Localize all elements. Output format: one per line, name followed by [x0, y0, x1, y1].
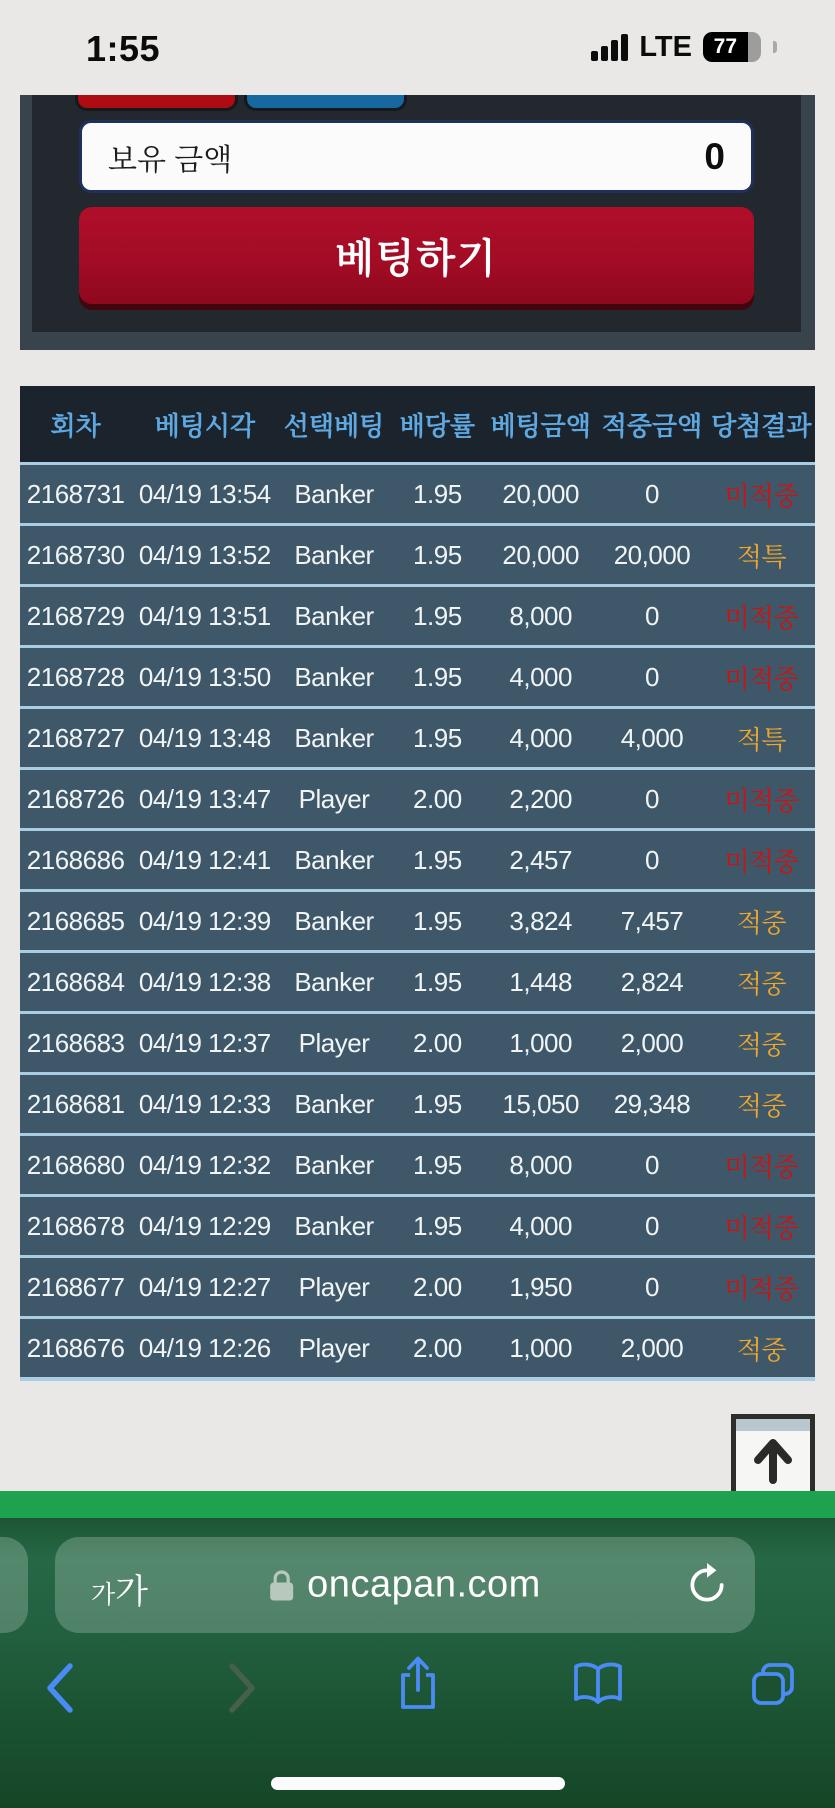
bet-amount-cell: 4,000 [485, 706, 596, 767]
odds-cell: 2.00 [390, 1011, 485, 1072]
share-button[interactable] [395, 1654, 441, 1714]
table-row [20, 462, 815, 523]
win-amount-cell: 0 [596, 767, 707, 828]
odds-cell: 1.95 [390, 462, 485, 523]
table-header-row [20, 386, 815, 462]
reload-button[interactable] [685, 1563, 729, 1607]
result-cell: 적특 [708, 706, 815, 767]
result-cell: 미적중 [708, 645, 815, 706]
result-cell: 적특 [708, 523, 815, 584]
round-cell: 2168677 [20, 1255, 131, 1316]
table-row [20, 523, 815, 584]
url-text: oncapan.com [307, 1563, 541, 1606]
round-cell: 2168728 [20, 645, 131, 706]
place-bet-button[interactable]: 베팅하기 [79, 207, 754, 304]
result-cell: 미적중 [708, 767, 815, 828]
text-size-button[interactable]: 가가 [91, 1573, 149, 1611]
win-amount-cell: 0 [596, 1255, 707, 1316]
bookmarks-button[interactable] [571, 1660, 625, 1708]
win-amount-cell: 0 [596, 1194, 707, 1255]
round-cell: 2168676 [20, 1316, 131, 1377]
result-cell: 미적중 [708, 462, 815, 523]
odds-cell: 2.00 [390, 1255, 485, 1316]
lock-icon [269, 1569, 294, 1601]
table-row [20, 889, 815, 950]
pick-cell: Player [278, 1316, 389, 1377]
table-row [20, 706, 815, 767]
bet-time-cell: 04/19 12:37 [131, 1011, 278, 1072]
result-cell: 미적중 [708, 1194, 815, 1255]
header-pick: 선택베팅 [278, 386, 389, 462]
odds-cell: 1.95 [390, 828, 485, 889]
odds-cell: 1.95 [390, 889, 485, 950]
safari-toolbar [0, 1518, 835, 1808]
odds-cell: 1.95 [390, 950, 485, 1011]
result-cell: 적중 [708, 889, 815, 950]
table-edge-strip [736, 1419, 810, 1431]
network-type-label: LTE [639, 30, 692, 63]
round-cell: 2168731 [20, 462, 131, 523]
bet-amount-cell: 1,950 [485, 1255, 596, 1316]
home-indicator[interactable] [271, 1777, 565, 1790]
forward-button[interactable] [228, 1662, 256, 1714]
player-button-partial[interactable] [244, 95, 407, 111]
table-row [20, 1011, 815, 1072]
pick-cell: Banker [278, 1194, 389, 1255]
clock-time: 1:55 [86, 28, 161, 69]
status-bar [0, 0, 835, 90]
bet-amount-cell: 2,457 [485, 828, 596, 889]
bet-amount-cell: 8,000 [485, 1133, 596, 1194]
status-icons [591, 30, 777, 64]
adjacent-tab-edge[interactable] [0, 1537, 28, 1633]
pick-cell: Banker [278, 828, 389, 889]
url-display [269, 1564, 541, 1607]
header-bet-time: 베팅시각 [131, 386, 278, 462]
bet-time-cell: 04/19 12:33 [131, 1072, 278, 1133]
forward-chevron-icon [228, 1662, 256, 1714]
bet-time-cell: 04/19 12:38 [131, 950, 278, 1011]
table-row [20, 828, 815, 889]
balance-label: 보유 금액 [108, 143, 233, 177]
betting-history-table [20, 386, 815, 1381]
back-chevron-icon [46, 1662, 74, 1714]
back-button[interactable] [46, 1662, 74, 1714]
odds-cell: 1.95 [390, 1194, 485, 1255]
bet-time-cell: 04/19 13:48 [131, 706, 278, 767]
round-cell: 2168727 [20, 706, 131, 767]
bet-time-cell: 04/19 13:50 [131, 645, 278, 706]
odds-cell: 1.95 [390, 1072, 485, 1133]
win-amount-cell: 0 [596, 645, 707, 706]
pick-cell: Banker [278, 706, 389, 767]
pick-cell: Banker [278, 950, 389, 1011]
odds-cell: 1.95 [390, 706, 485, 767]
result-cell: 적중 [708, 1011, 815, 1072]
table-row [20, 1072, 815, 1133]
result-cell: 적중 [708, 1316, 815, 1377]
battery-percent: 77 [713, 35, 737, 58]
round-cell: 2168678 [20, 1194, 131, 1255]
win-amount-cell: 4,000 [596, 706, 707, 767]
round-cell: 2168681 [20, 1072, 131, 1133]
odds-cell: 1.95 [390, 645, 485, 706]
bet-amount-cell: 1,000 [485, 1011, 596, 1072]
bet-amount-cell: 1,448 [485, 950, 596, 1011]
bet-time-cell: 04/19 12:29 [131, 1194, 278, 1255]
odds-cell: 2.00 [390, 767, 485, 828]
banker-button-partial[interactable] [75, 95, 238, 111]
table-row [20, 1255, 815, 1316]
reload-icon [685, 1563, 729, 1607]
bet-time-cell: 04/19 12:27 [131, 1255, 278, 1316]
odds-cell: 1.95 [390, 584, 485, 645]
battery-icon [703, 32, 761, 62]
open-book-icon [571, 1660, 625, 1708]
table-row [20, 1133, 815, 1194]
share-icon [395, 1654, 441, 1714]
table-row [20, 584, 815, 645]
bet-panel [20, 95, 815, 350]
header-odds: 배당률 [390, 386, 485, 462]
bet-time-cell: 04/19 12:39 [131, 889, 278, 950]
header-result: 당첨결과 [708, 386, 815, 462]
table-row [20, 950, 815, 1011]
result-cell: 적중 [708, 1072, 815, 1133]
pick-cell: Banker [278, 584, 389, 645]
bet-amount-cell: 4,000 [485, 645, 596, 706]
bet-time-cell: 04/19 12:26 [131, 1316, 278, 1377]
round-cell: 2168683 [20, 1011, 131, 1072]
win-amount-cell: 2,000 [596, 1011, 707, 1072]
bet-time-cell: 04/19 13:47 [131, 767, 278, 828]
page-theme-band [0, 1491, 835, 1518]
bet-amount-cell: 20,000 [485, 523, 596, 584]
bet-amount-cell: 4,000 [485, 1194, 596, 1255]
win-amount-cell: 0 [596, 462, 707, 523]
win-amount-cell: 29,348 [596, 1072, 707, 1133]
round-cell: 2168686 [20, 828, 131, 889]
bet-amount-cell: 20,000 [485, 462, 596, 523]
bet-amount-cell: 3,824 [485, 889, 596, 950]
table-row [20, 767, 815, 828]
round-cell: 2168680 [20, 1133, 131, 1194]
safari-nav-row [0, 1658, 835, 1722]
address-bar[interactable] [55, 1537, 755, 1633]
odds-cell: 1.95 [390, 1133, 485, 1194]
scroll-to-top-button[interactable] [731, 1414, 815, 1500]
bet-time-cell: 04/19 13:51 [131, 584, 278, 645]
header-bet-amount: 베팅금액 [485, 386, 596, 462]
table-row [20, 645, 815, 706]
win-amount-cell: 7,457 [596, 889, 707, 950]
pick-cell: Player [278, 767, 389, 828]
pick-cell: Banker [278, 889, 389, 950]
win-amount-cell: 20,000 [596, 523, 707, 584]
win-amount-cell: 0 [596, 584, 707, 645]
round-cell: 2168685 [20, 889, 131, 950]
up-arrow-icon [752, 1436, 794, 1484]
bet-amount-cell: 2,200 [485, 767, 596, 828]
balance-input[interactable] [79, 120, 754, 193]
result-cell: 미적중 [708, 1255, 815, 1316]
battery-nub [773, 41, 777, 53]
tabs-icon [748, 1660, 798, 1710]
history-table-body [20, 462, 815, 1377]
bet-time-cell: 04/19 12:32 [131, 1133, 278, 1194]
bet-amount-cell: 1,000 [485, 1316, 596, 1377]
round-cell: 2168729 [20, 584, 131, 645]
pick-cell: Player [278, 1255, 389, 1316]
pick-cell: Banker [278, 1072, 389, 1133]
bet-panel-inner [32, 95, 801, 332]
signal-strength-icon [591, 33, 628, 61]
header-win-amount: 적중금액 [596, 386, 707, 462]
pick-cell: Banker [278, 462, 389, 523]
round-cell: 2168726 [20, 767, 131, 828]
pick-cell: Player [278, 1011, 389, 1072]
pick-cell: Banker [278, 523, 389, 584]
table-row [20, 1194, 815, 1255]
win-amount-cell: 2,824 [596, 950, 707, 1011]
tabs-button[interactable] [748, 1660, 798, 1710]
table-row [20, 1316, 815, 1377]
win-amount-cell: 0 [596, 828, 707, 889]
win-amount-cell: 0 [596, 1133, 707, 1194]
odds-cell: 2.00 [390, 1316, 485, 1377]
odds-cell: 1.95 [390, 523, 485, 584]
bet-time-cell: 04/19 13:54 [131, 462, 278, 523]
header-round: 회차 [20, 386, 131, 462]
result-cell: 미적중 [708, 828, 815, 889]
bet-time-cell: 04/19 13:52 [131, 523, 278, 584]
round-cell: 2168684 [20, 950, 131, 1011]
round-cell: 2168730 [20, 523, 131, 584]
bet-amount-cell: 15,050 [485, 1072, 596, 1133]
bet-amount-cell: 8,000 [485, 584, 596, 645]
balance-value: 0 [704, 135, 725, 177]
pick-cell: Banker [278, 645, 389, 706]
win-amount-cell: 2,000 [596, 1316, 707, 1377]
result-cell: 미적중 [708, 1133, 815, 1194]
pick-cell: Banker [278, 1133, 389, 1194]
result-cell: 미적중 [708, 584, 815, 645]
result-cell: 적중 [708, 950, 815, 1011]
bet-time-cell: 04/19 12:41 [131, 828, 278, 889]
